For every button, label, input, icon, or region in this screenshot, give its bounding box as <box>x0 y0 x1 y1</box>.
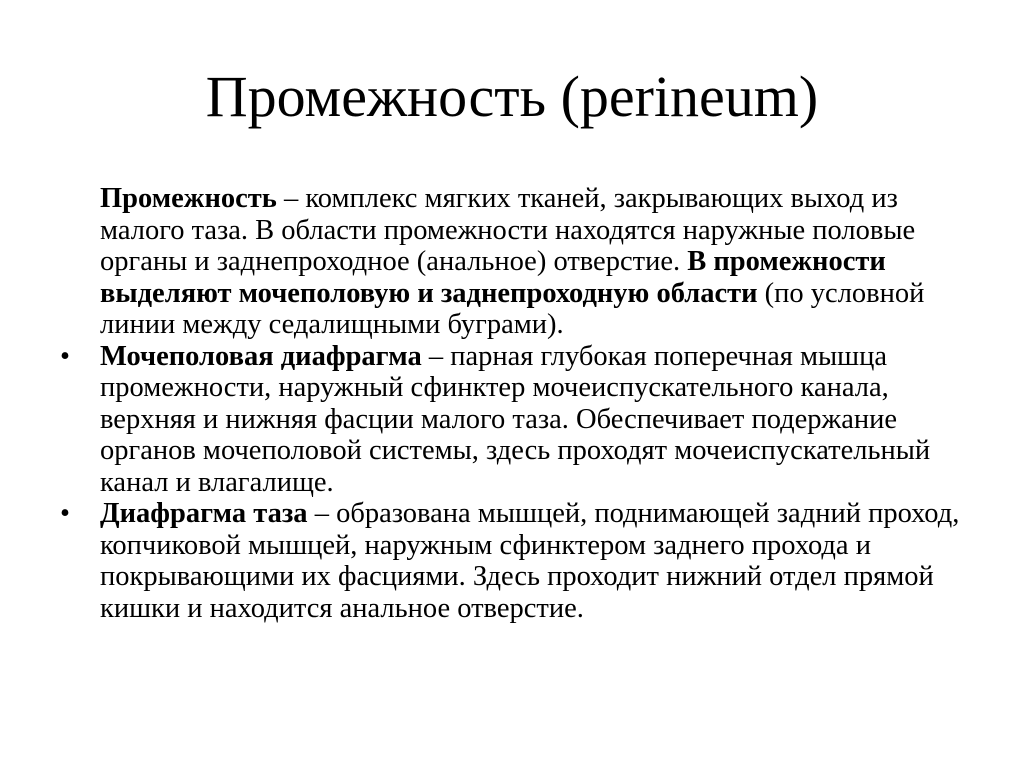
bullet-item-urogenital-diaphragm <box>54 341 974 499</box>
bullet-term: Диафрагма таза <box>100 498 308 529</box>
bullet-text: – образована мышцей, поднимающей задний проход, копчиковой мышцей, наружным сфинктером заднего прохода и покрывающими их фасциями. Здесь проходит нижний отдел прямой кишки и находится анальное отверстие. <box>100 498 960 624</box>
intro-term: Промежность <box>100 183 277 214</box>
bullet-marker: • <box>60 498 70 529</box>
bullet-marker: • <box>60 340 70 372</box>
intro-text-2: (по условной линии между седалищными буграми). <box>100 277 925 340</box>
intro-bold-text: В промежности выделяют мочеполовую и заднепроходную области <box>100 246 886 309</box>
intro-paragraph <box>54 183 974 341</box>
bullet-text: – парная глубокая поперечная мышца промежности, наружный сфинктер мочеиспускательного канала, верхняя и нижняя фасции малого таза. Обеспечивает подержание органов мочеполовой системы, здесь проходят мочеиспускательный канал и влагалище. <box>100 340 931 498</box>
slide-title: Промежность (perineum) <box>205 64 819 129</box>
bullet-item-pelvic-diaphragm <box>54 498 974 624</box>
bullet-term: Мочеполовая диафрагма <box>100 340 422 372</box>
intro-text-1: – комплекс мягких тканей, закрывающих выход из малого таза. В области промежности находятся наружные половые органы и заднепроходное (анальное) отверстие. <box>100 183 916 277</box>
slide-body <box>54 183 974 624</box>
